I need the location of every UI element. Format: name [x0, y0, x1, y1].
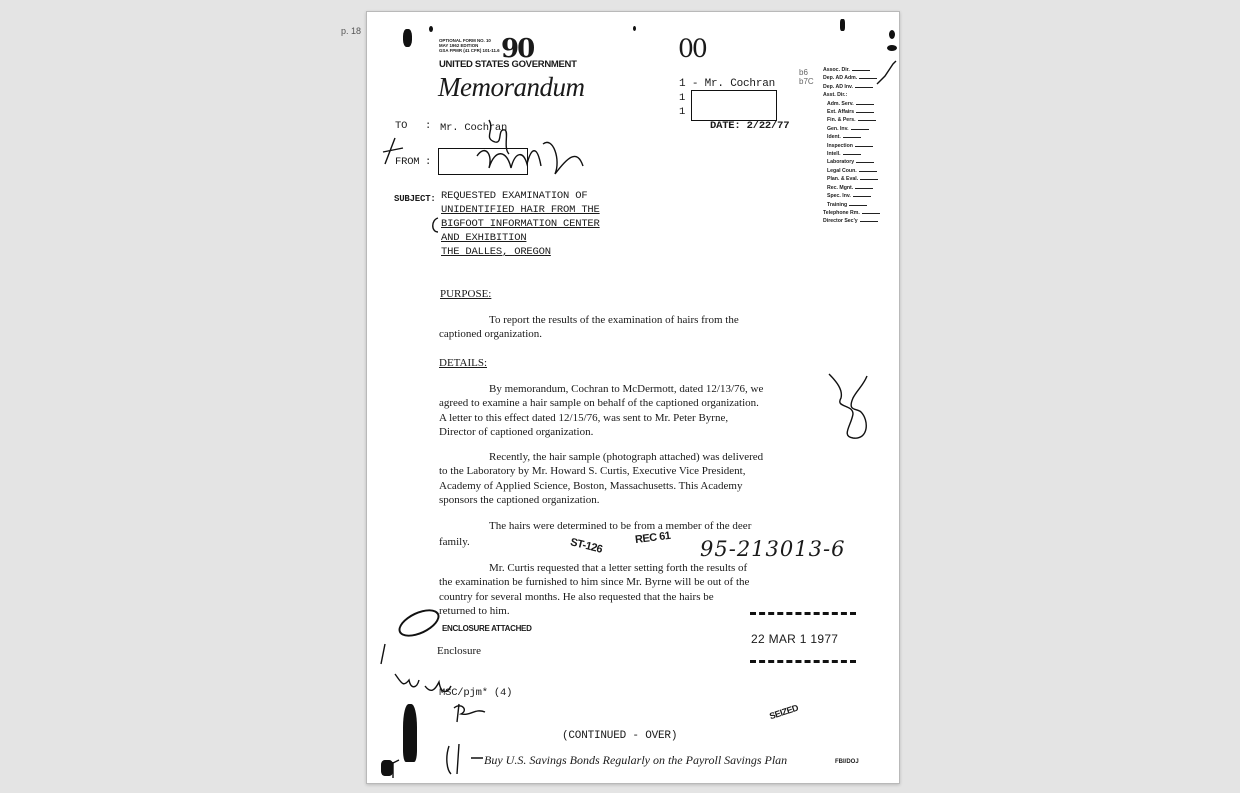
memo-page	[366, 11, 900, 784]
routing-item: Asst. Dir.:	[823, 92, 848, 99]
details-line: country for several months. He also requested that the hairs be	[439, 590, 714, 603]
details-paragraph-1	[439, 382, 819, 439]
routing-item: Fin. & Pers.	[823, 116, 880, 124]
from-label: FROM	[395, 156, 420, 168]
to-label: TO	[395, 120, 408, 132]
to-value: Mr. Cochran	[440, 122, 508, 134]
rec-stamp: REC 61	[634, 529, 672, 547]
routing-item: Dep. AD Adm.	[823, 74, 880, 82]
footer-slogan: Buy U.S. Savings Bonds Regularly on the Payroll Savings Plan	[484, 753, 788, 767]
handwritten-signature	[377, 108, 597, 188]
scan-mark	[403, 29, 412, 47]
routing-item: Intell.	[823, 150, 880, 158]
purpose-body	[439, 313, 819, 342]
routing-item: Ident.	[823, 133, 880, 141]
distribution-line-1	[679, 78, 775, 90]
subject-line: AND EXHIBITION	[441, 232, 527, 244]
government-heading: UNITED STATES GOVERNMENT	[439, 59, 577, 70]
subject-line: UNIDENTIFIED HAIR FROM THE	[441, 204, 600, 216]
seized-stamp: SEIZED	[768, 702, 800, 722]
details-paragraph-2	[439, 450, 819, 507]
scan-mark	[633, 26, 636, 31]
details-line: By memorandum, Cochran to McDermott, dated 12/13/76, we	[489, 383, 764, 395]
details-line: A letter to this effect dated 12/15/76, was sent to Mr. Peter Byrne,	[439, 411, 729, 424]
subject-line: REQUESTED EXAMINATION OF	[441, 190, 588, 202]
bottom-hand-mark	[451, 698, 491, 730]
stamp-rule-top	[750, 612, 856, 615]
routing-item: Gen. Inv.	[823, 125, 880, 133]
routing-item: Spec. Inv.	[823, 192, 880, 200]
file-number: 95-213013-6	[700, 537, 846, 561]
details-line: Mr. Curtis requested that a letter setting forth the results of	[489, 562, 748, 574]
enclosure-attached-stamp: ENCLOSURE ATTACHED	[442, 624, 532, 633]
routing-item: Legal Coun.	[823, 167, 880, 175]
details-line: Academy of Applied Science, Boston, Massachusetts. This Academy	[439, 479, 743, 492]
routing-item: Ext. Affairs	[823, 108, 880, 116]
routing-list	[823, 66, 880, 226]
details-line: Recently, the hair sample (photograph attached) was delivered	[489, 451, 764, 463]
from-colon: :	[425, 156, 432, 168]
routing-item: Dep. AD Inv.	[823, 83, 880, 91]
exemption-code: b6	[799, 68, 808, 77]
subject-label: SUBJECT:	[394, 194, 436, 204]
purpose-line: captioned organization.	[439, 328, 543, 341]
details-line: sponsors the captioned organization.	[439, 493, 600, 506]
typist-initials: MSC/pjm* (4)	[439, 687, 513, 699]
footer-code: FBI/DOJ	[835, 759, 859, 765]
scan-mark	[889, 30, 895, 39]
hand-number-left: 90	[501, 34, 534, 64]
st-stamp: ST-126	[569, 536, 604, 556]
date-stamp: 22 MAR 1 1977	[751, 632, 839, 646]
details-line: the examination be furnished to him since Mr. Byrne will be out of the	[439, 576, 750, 589]
details-line: returned to him.	[439, 604, 510, 617]
routing-item: Plan. & Eval.	[823, 175, 880, 183]
page-label: p. 18	[341, 26, 362, 36]
footer-scrawl	[385, 734, 495, 782]
stamp-rule-bottom	[750, 660, 856, 663]
date-label: DATE:	[710, 120, 741, 132]
purpose-heading: PURPOSE:	[440, 288, 492, 300]
subject-hand-mark	[429, 216, 441, 234]
routing-check-mark	[875, 58, 897, 90]
details-line: family.	[439, 536, 470, 549]
form-number-line: OPTIONAL FORM NO. 10	[439, 38, 491, 43]
exemption-code: b7C	[799, 77, 814, 86]
subject-line: BIGFOOT INFORMATION CENTER	[441, 218, 600, 230]
hand-number-center: 00	[678, 34, 706, 63]
form-number-line: MAY 1962 EDITION	[439, 43, 479, 48]
memorandum-title: Memorandum	[438, 72, 585, 102]
details-line: The hairs were determined to be from a member of the deer	[489, 520, 752, 532]
subject-line: THE DALLES, OREGON	[441, 246, 551, 258]
routing-item: Assoc. Dir.	[823, 66, 880, 74]
details-line: to the Laboratory by Mr. Howard S. Curtis, Executive Vice President,	[439, 465, 746, 478]
routing-item: Rec. Mgnt.	[823, 184, 880, 192]
routing-item: Training	[823, 201, 880, 209]
details-heading: DETAILS:	[439, 357, 488, 369]
enclosure-label: Enclosure	[437, 645, 481, 657]
scan-mark	[887, 45, 897, 51]
to-colon: :	[425, 120, 432, 132]
distribution-count-3: 1	[679, 106, 686, 118]
routing-item: Inspection	[823, 142, 880, 150]
margin-hand-mark	[823, 368, 875, 442]
routing-item: Laboratory	[823, 158, 880, 166]
purpose-line: To report the results of the examination of hairs from the	[489, 314, 739, 326]
scan-mark	[840, 19, 845, 31]
date-field	[710, 120, 789, 132]
form-number-line: GSA FPMR (41 CFR) 101-11.6	[439, 48, 500, 53]
redaction-box-distribution	[691, 90, 777, 121]
date-value: 2/22/77	[746, 120, 790, 132]
distribution-count-2: 1	[679, 92, 686, 104]
routing-item: Director Sec'y	[823, 217, 880, 225]
scan-mark	[429, 26, 433, 32]
exemption-codes	[799, 68, 814, 86]
details-line: Director of captioned organization.	[439, 425, 594, 438]
routing-item: Adm. Serv.	[823, 100, 880, 108]
distribution-copy-count: 1	[679, 78, 686, 90]
distribution-name: - Mr. Cochran	[691, 78, 776, 90]
scan-mark	[381, 760, 393, 776]
details-paragraph-4	[439, 561, 819, 618]
routing-item: Telephone Rm.	[823, 209, 880, 217]
details-line: agreed to examine a hair sample on behalf of the captioned organization.	[439, 397, 759, 410]
form-number-block	[439, 38, 500, 53]
continued-note: (CONTINUED - OVER)	[562, 730, 678, 742]
